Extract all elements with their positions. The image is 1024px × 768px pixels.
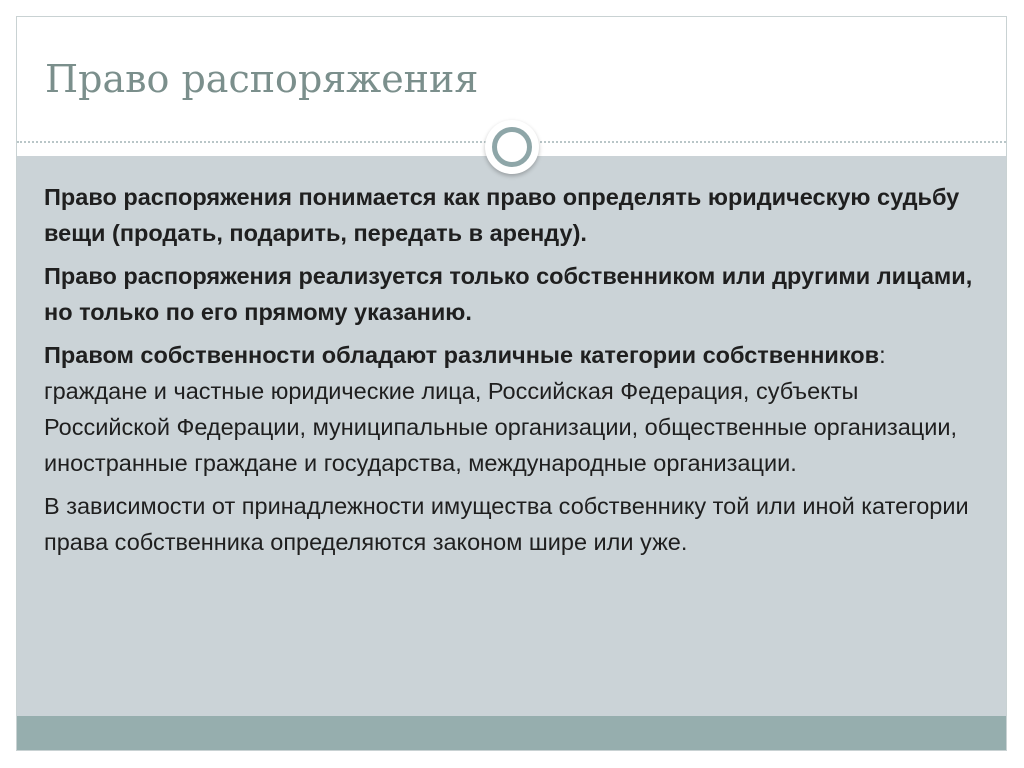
slide [16, 16, 1007, 751]
paragraph-2 [44, 258, 989, 330]
ring-icon [485, 120, 539, 174]
footer-bar [17, 716, 1006, 751]
paragraph-3-bold: Правом собственности обладают различные категории собственников [44, 342, 880, 368]
paragraph-2-bold: Право распоряжения реализуется только собственником или другими лицами, но только по его прямому указанию. [44, 263, 973, 325]
paragraph-4-normal: В зависимости от принадлежности имущества собственнику той или иной категории права собственника определяются законом шире или уже. [44, 493, 969, 555]
page-title: Право распоряжения [45, 57, 479, 101]
paragraph-4 [44, 488, 989, 560]
paragraph-1-bold: Право распоряжения понимается как право определять юридическую судьбу вещи (продать, подарить, передать в аренду). [44, 184, 960, 246]
ring-icon-inner [492, 127, 532, 167]
paragraph-1 [44, 179, 989, 251]
paragraph-3 [44, 337, 989, 481]
paragraph-3-normal: : граждане и частные юридические лица, Российская Федерация, субъекты Российской Федерации, муниципальные организации, общественные организации, иностранные граждане и государства, международные организации. [44, 342, 958, 476]
slide-content [44, 179, 989, 567]
